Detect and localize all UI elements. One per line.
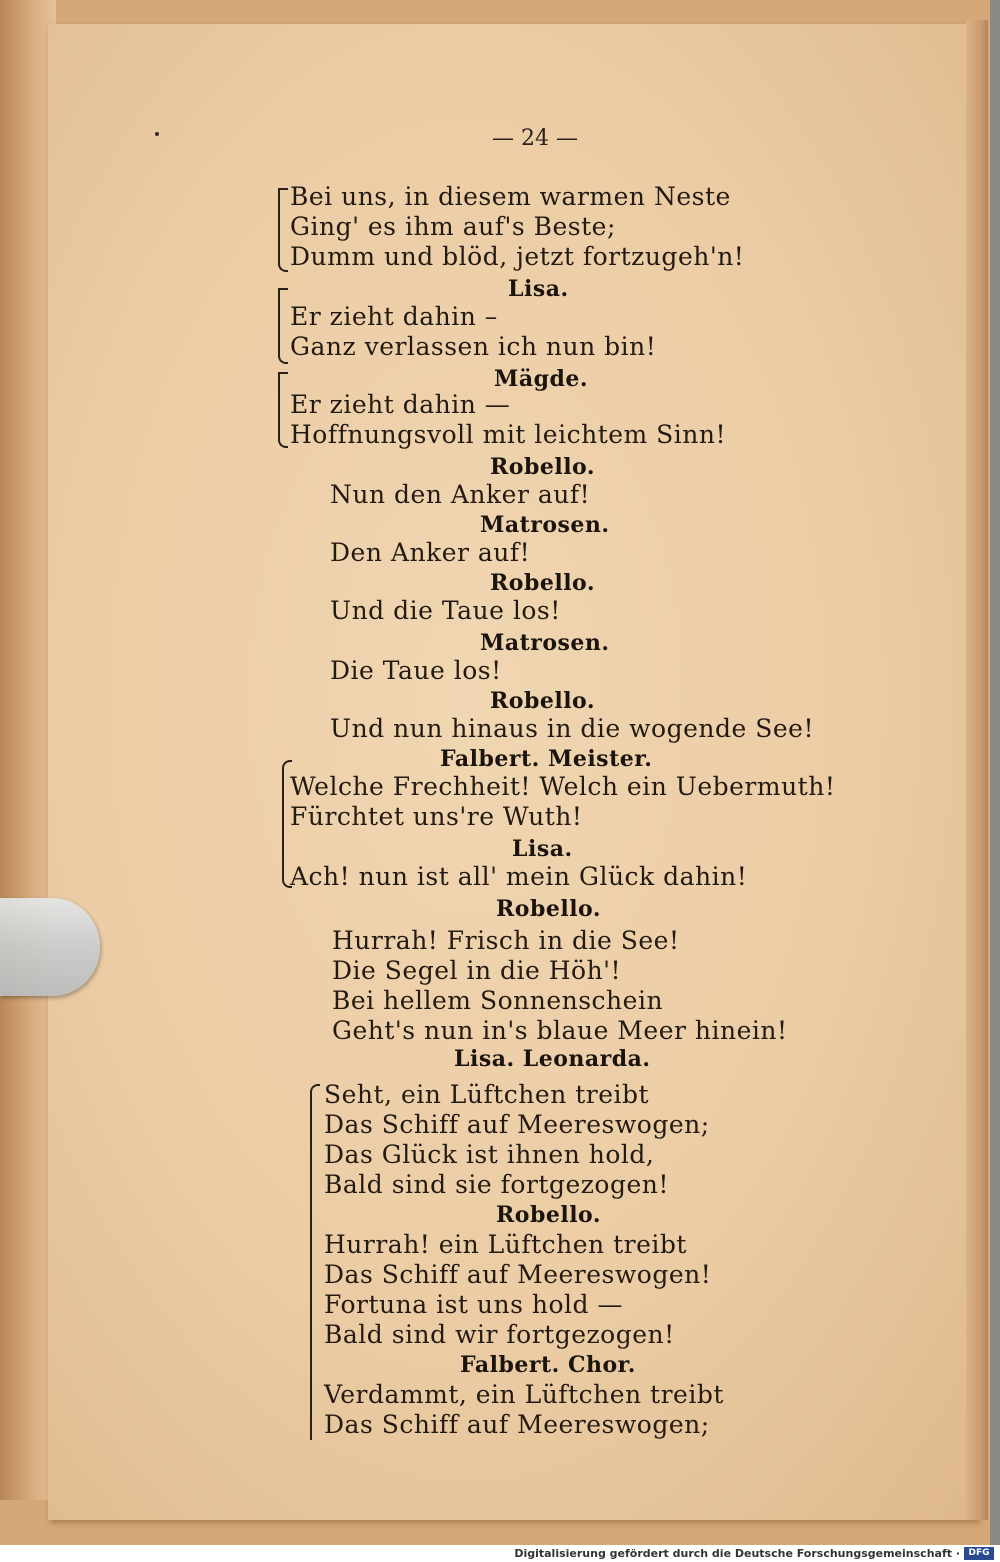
verse-line: Hurrah! ein Lüftchen treibt bbox=[324, 1230, 687, 1259]
verse-line: Bei uns, in diesem warmen Neste bbox=[290, 182, 731, 211]
verse-line: Seht, ein Lüftchen treibt bbox=[324, 1080, 650, 1109]
verse-line: Bald sind sie fortgezogen! bbox=[324, 1170, 669, 1199]
verse-line: Das Schiff auf Meereswogen; bbox=[324, 1110, 710, 1139]
verse-line: Verdammt, ein Lüftchen treibt bbox=[324, 1380, 724, 1409]
verse-line: Und nun hinaus in die wogende See! bbox=[330, 714, 814, 743]
verse-line: Hoffnungsvoll mit leichtem Sinn! bbox=[290, 420, 727, 449]
funding-credit: Digitalisierung gefördert durch die Deutsche Forschungsgemeinschaft · bbox=[514, 1547, 960, 1560]
verse-line: Fürchtet uns're Wuth! bbox=[290, 802, 583, 831]
speaker-label: Lisa. bbox=[512, 836, 573, 862]
verse-line: Den Anker auf! bbox=[330, 538, 531, 567]
verse-line: Ging' es ihm auf's Beste; bbox=[290, 212, 616, 241]
speaker-label: Matrosen. bbox=[480, 512, 610, 538]
speaker-label: Lisa. bbox=[508, 276, 569, 302]
verse-line: Er zieht dahin – bbox=[290, 302, 498, 331]
speaker-label: Robello. bbox=[490, 454, 595, 480]
verse-line: Fortuna ist uns hold — bbox=[324, 1290, 623, 1319]
verse-line: Die Taue los! bbox=[330, 656, 502, 685]
verse-line: Das Schiff auf Meereswogen! bbox=[324, 1260, 712, 1289]
bracket bbox=[278, 188, 288, 272]
verse-line: Bei hellem Sonnenschein bbox=[332, 986, 664, 1015]
speaker-label: Lisa. Leonarda. bbox=[454, 1046, 651, 1072]
dfg-logo: DFG bbox=[964, 1547, 994, 1560]
verse-line: Geht's nun in's blaue Meer hinein! bbox=[332, 1016, 788, 1045]
page-number: — 24 — bbox=[492, 126, 578, 151]
page-edge-right bbox=[966, 20, 988, 1520]
ink-dot bbox=[155, 132, 159, 136]
verse-line: Das Schiff auf Meereswogen; bbox=[324, 1410, 710, 1439]
verse-line: Bald sind wir fortgezogen! bbox=[324, 1320, 675, 1349]
verse-line: Die Segel in die Höh'! bbox=[332, 956, 622, 985]
speaker-label: Matrosen. bbox=[480, 630, 610, 656]
verse-line: Und die Taue los! bbox=[330, 596, 561, 625]
bracket bbox=[278, 372, 288, 448]
speaker-label: Falbert. Chor. bbox=[460, 1352, 636, 1378]
clip-tab bbox=[0, 898, 100, 996]
verse-line: Welche Frechheit! Welch ein Uebermuth! bbox=[290, 772, 836, 801]
bracket bbox=[278, 288, 288, 364]
verse-line: Dumm und blöd, jetzt fortzugeh'n! bbox=[290, 242, 745, 271]
speaker-label: Robello. bbox=[490, 688, 595, 714]
bracket bbox=[310, 1374, 320, 1440]
speaker-label: Falbert. Meister. bbox=[440, 746, 653, 772]
speaker-label: Robello. bbox=[496, 1202, 601, 1228]
speaker-label: Robello. bbox=[490, 570, 595, 596]
verse-line: Nun den Anker auf! bbox=[330, 480, 591, 509]
speaker-label: Mägde. bbox=[494, 366, 589, 392]
verse-line: Er zieht dahin — bbox=[290, 390, 511, 419]
verse-line: Hurrah! Frisch in die See! bbox=[332, 926, 680, 955]
bracket bbox=[310, 1084, 320, 1376]
speaker-label: Robello. bbox=[496, 896, 601, 922]
verse-line: Ganz verlassen ich nun bin! bbox=[290, 332, 657, 361]
verse-line: Das Glück ist ihnen hold, bbox=[324, 1140, 655, 1169]
verse-line: Ach! nun ist all' mein Glück dahin! bbox=[290, 862, 748, 891]
